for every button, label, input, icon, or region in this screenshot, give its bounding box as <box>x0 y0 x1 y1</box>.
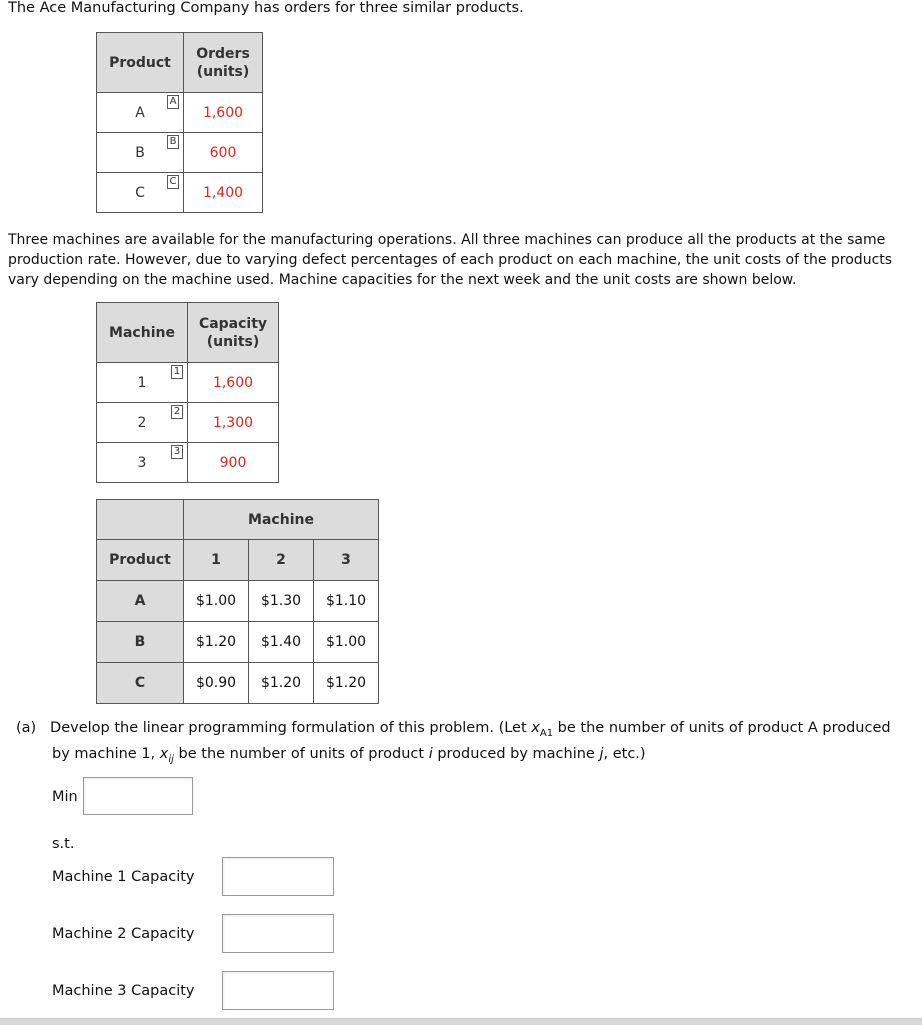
machines-paragraph: Three machines are available for the manufacturing operations. All three machines can produce all the products at the same production rate. However, due to varying defect percentages of each product on each machine, the unit costs of the products vary depending on the machine used. Machine capacities for the next week and the unit costs are shown below. <box>8 232 893 288</box>
product-cell: B B <box>97 133 184 173</box>
cost-header-machine: Machine <box>184 500 379 540</box>
capacity-value: 1,300 <box>188 403 279 443</box>
table-row <box>97 363 279 403</box>
capacity-header-machine: Machine <box>97 303 188 363</box>
machine-cell: 3 3 <box>97 443 188 483</box>
capacity-table <box>96 302 279 483</box>
cost-value: $1.20 <box>184 622 249 663</box>
cost-header-machine-2: 2 <box>249 540 314 581</box>
orders-value: 1,400 <box>184 173 263 213</box>
intro-text: The Ace Manufacturing Company has orders for three similar products. <box>8 0 524 16</box>
table-row <box>97 93 263 133</box>
capacity-value: 900 <box>188 443 279 483</box>
table-row <box>97 581 379 622</box>
cost-header-product: Product <box>97 540 184 581</box>
table-row <box>97 403 279 443</box>
machine-cell: 1 1 <box>97 363 188 403</box>
cost-product-label: B <box>97 622 184 663</box>
constraint-label: Machine 2 Capacity <box>52 926 195 942</box>
answer-tag-icon: A <box>167 95 179 109</box>
orders-value: 600 <box>184 133 263 173</box>
cost-table <box>96 499 379 704</box>
table-row <box>97 622 379 663</box>
machine-1-capacity-input[interactable] <box>222 857 334 896</box>
machine-cell: 2 2 <box>97 403 188 443</box>
cost-header-machine-1: 1 <box>184 540 249 581</box>
capacity-value: 1,600 <box>188 363 279 403</box>
cost-value: $1.40 <box>249 622 314 663</box>
answer-tag-icon: 3 <box>171 445 183 459</box>
orders-value: 1,600 <box>184 93 263 133</box>
table-row <box>97 173 263 213</box>
cost-value: $0.90 <box>184 663 249 704</box>
machine-2-capacity-input[interactable] <box>222 914 334 953</box>
product-cell: C C <box>97 173 184 213</box>
answer-tag-icon: 2 <box>171 405 183 419</box>
cost-header-machine-3: 3 <box>314 540 379 581</box>
question-part: (a) <box>16 720 37 736</box>
question-text: (a) Develop the linear programming formulation of this problem. (Let $x_{A1}$ be the number of units of product A produced by machine 1, $x_{ij}$ be the number of units of product i produced by machine j, etc.) <box>16 720 891 765</box>
table-row <box>97 443 279 483</box>
cost-value: $1.00 <box>314 622 379 663</box>
product-cell: A A <box>97 93 184 133</box>
objective-input[interactable] <box>83 777 193 815</box>
orders-table <box>96 32 263 213</box>
cost-value: $1.10 <box>314 581 379 622</box>
cost-value: $1.20 <box>249 663 314 704</box>
answer-tag-icon: C <box>167 175 179 189</box>
orders-header-orders: Orders (units) <box>184 33 263 93</box>
orders-header-product: Product <box>97 33 184 93</box>
answer-tag-icon: B <box>167 135 179 149</box>
cost-product-label: A <box>97 581 184 622</box>
cost-corner <box>97 500 184 540</box>
capacity-header-capacity: Capacity (units) <box>188 303 279 363</box>
constraint-label: Machine 1 Capacity <box>52 869 195 885</box>
constraint-label: Machine 3 Capacity <box>52 983 195 999</box>
table-row <box>97 663 379 704</box>
st-label: s.t. <box>52 836 75 852</box>
table-row <box>97 133 263 173</box>
cost-product-label: C <box>97 663 184 704</box>
cost-value: $1.30 <box>249 581 314 622</box>
cost-value: $1.00 <box>184 581 249 622</box>
min-label: Min <box>52 789 78 805</box>
cost-value: $1.20 <box>314 663 379 704</box>
machine-3-capacity-input[interactable] <box>222 971 334 1010</box>
answer-tag-icon: 1 <box>171 365 183 379</box>
